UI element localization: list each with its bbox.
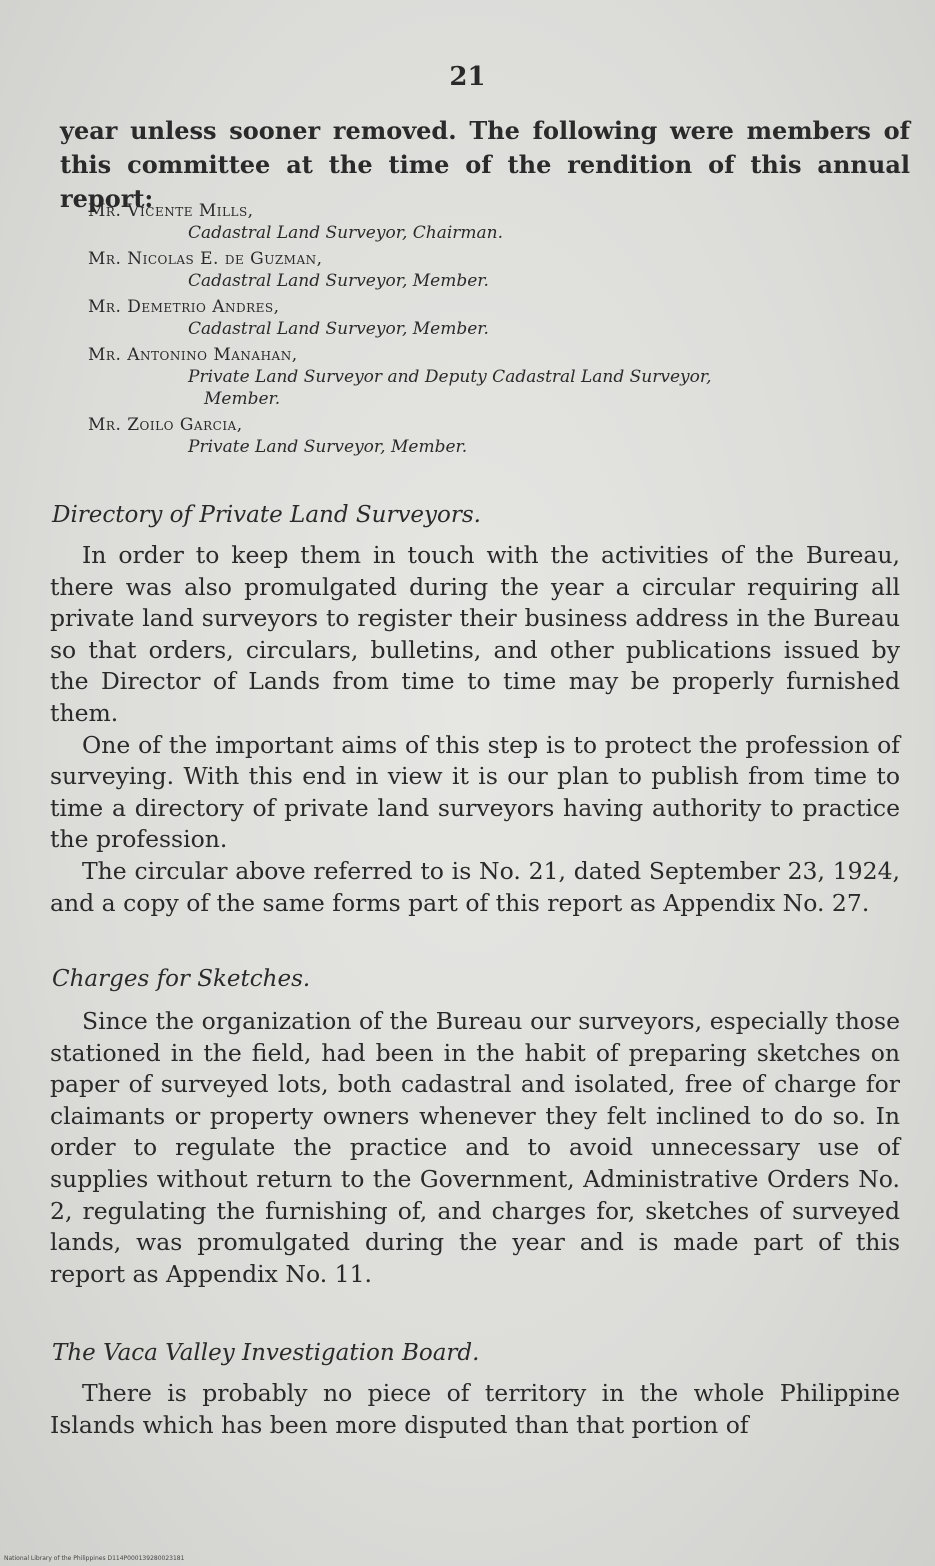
member-role: Cadastral Land Surveyor, Member. [188, 271, 489, 291]
section-heading-directory: Directory of Private Land Surveyors. [52, 502, 481, 528]
member-role: Cadastral Land Surveyor, Member. [188, 319, 489, 339]
member-role [88, 366, 908, 410]
member-role-line: Private Land Surveyor and Deputy Cadastral Land Surveyor, [188, 367, 712, 387]
paragraph: Since the organization of the Bureau our surveyors, especially those stationed in the field, had been in the habit of preparing sketches on paper of surveyed lots, both cadastral and isolated, free of charge for claimants or property owners whenever they felt inclined to do so. In order to regulate the practice and to avoid unnecessary use of supplies without return to the Government, Administrative Orders No. 2, regulating the furnishing of, and charges for, sketches of surveyed lands, was promulgated during the year and is made part of this report as Appendix No. 11. [50, 1007, 900, 1288]
member-entry [88, 248, 908, 292]
member-entry [88, 296, 908, 340]
section-vaca-valley-body [50, 1378, 900, 1441]
committee-members-list [88, 200, 908, 462]
member-role-continuation: Member. [204, 389, 281, 409]
member-name: Mr. Zoilo Garcia, [88, 415, 243, 435]
page-number: 21 [449, 62, 486, 92]
section-charges-body [50, 1006, 900, 1290]
section-directory-body [50, 540, 900, 919]
member-role: Cadastral Land Surveyor, Chairman. [188, 223, 504, 243]
paragraph: In order to keep them in touch with the activities of the Bureau, there was also promulgated during the year a circular requiring all private land surveyors to register their business address in the Bureau so that orders, circulars, bulletins, and other publications issued by the Director of Lands from time to time may be properly furnished them. [50, 541, 900, 727]
paragraph: The circular above referred to is No. 21, dated September 23, 1924, and a copy of the same forms part of this report as Appendix No. 27. [50, 856, 900, 917]
member-entry [88, 200, 908, 244]
section-heading-charges: Charges for Sketches. [52, 966, 311, 992]
paragraph: There is probably no piece of territory in the whole Philippine Islands which has been more disputed than that portion of [50, 1379, 900, 1439]
member-entry [88, 344, 908, 410]
paragraph: One of the important aims of this step is to protect the profession of surveying. With this end in view it is our plan to publish from time to time a directory of private land surveyors having authority to practice the profession. [50, 730, 900, 854]
member-entry [88, 414, 908, 458]
member-role: Private Land Surveyor, Member. [188, 437, 468, 457]
section-heading-vaca-valley: The Vaca Valley Investigation Board. [52, 1340, 480, 1366]
scan-footer: National Library of the Philippines D114P000139280023181 [4, 1555, 185, 1562]
member-name: Mr. Vicente Mills, [88, 201, 254, 221]
member-name: Mr. Demetrio Andres, [88, 297, 280, 317]
member-name: Mr. Antonino Manahan, [88, 345, 298, 365]
member-name: Mr. Nicolas E. de Guzman, [88, 249, 323, 269]
lead-paragraph: year unless sooner removed. The following were members of this committee at the time of the rendition of this annual report: [60, 116, 910, 213]
